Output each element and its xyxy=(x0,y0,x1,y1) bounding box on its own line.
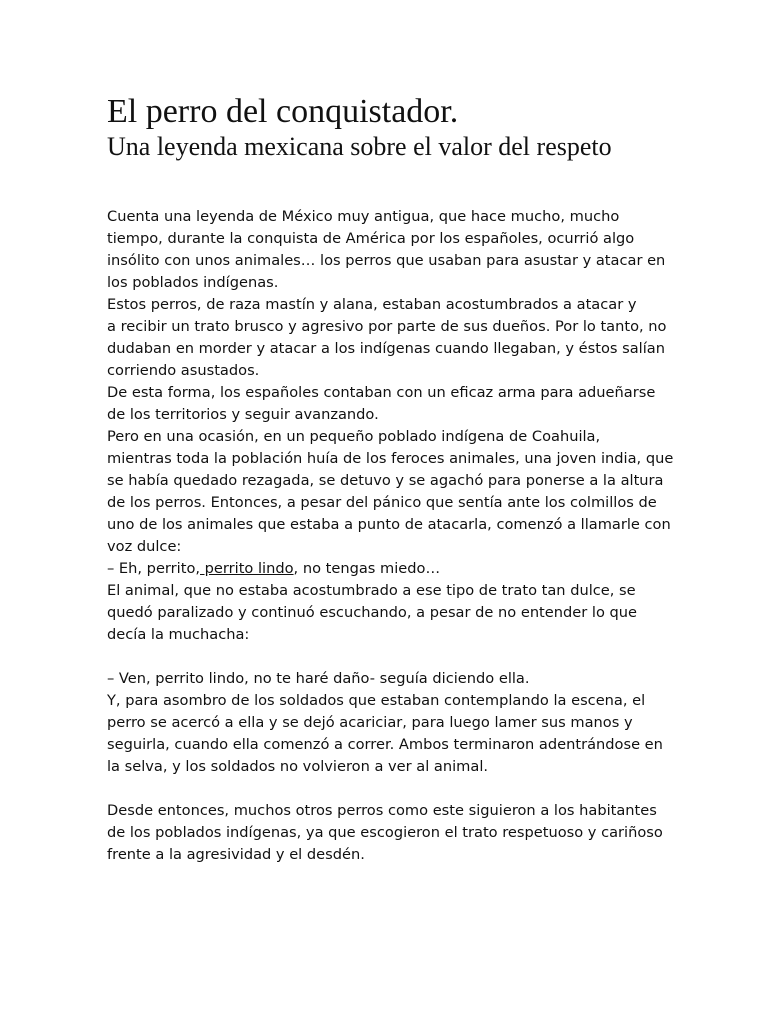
paragraph-gap xyxy=(107,646,667,668)
document-subtitle: Una leyenda mexicana sobre el valor del respeto xyxy=(107,132,612,161)
document-body xyxy=(107,206,674,866)
body-line: insólito con unos animales… los perros que usaban para asustar y atacar en xyxy=(107,252,666,269)
dialog-before: – Eh, perrito, xyxy=(107,560,201,577)
body-line: quedó paralizado y continuó escuchando, a pesar de no entender lo que xyxy=(107,604,638,621)
body-line: decía la muchacha: xyxy=(107,626,250,643)
body-line: de los territorios y seguir avanzando. xyxy=(107,406,379,423)
body-line: Pero en una ocasión, en un pequeño poblado indígena de Coahuila, xyxy=(107,428,601,445)
document-title: El perro del conquistador. xyxy=(107,93,459,130)
body-line: mientras toda la población huía de los feroces animales, una joven india, que xyxy=(107,450,674,467)
body-line: tiempo, durante la conquista de América por los españoles, ocurrió algo xyxy=(107,230,635,247)
body-line: frente a la agresividad y el desdén. xyxy=(107,846,365,863)
body-line: corriendo asustados. xyxy=(107,362,260,379)
body-line: de los perros. Entonces, a pesar del pánico que sentía ante los colmillos de xyxy=(107,494,657,511)
underlined-phrase: perrito lindo xyxy=(200,560,294,577)
body-line: – Ven, perrito lindo, no te haré daño- seguía diciendo ella. xyxy=(107,670,530,687)
body-line: Desde entonces, muchos otros perros como este siguieron a los habitantes xyxy=(107,802,657,819)
body-line: El animal, que no estaba acostumbrado a ese tipo de trato tan dulce, se xyxy=(107,582,636,599)
body-line: a recibir un trato brusco y agresivo por parte de sus dueños. Por lo tanto, no xyxy=(107,318,667,335)
body-line: seguirla, cuando ella comenzó a correr. Ambos terminaron adentrándose en xyxy=(107,736,663,753)
document-page xyxy=(107,92,674,866)
body-line: de los poblados indígenas, ya que escogieron el trato respetuoso y cariñoso xyxy=(107,824,663,841)
body-line: Cuenta una leyenda de México muy antigua, que hace mucho, mucho xyxy=(107,208,620,225)
body-line: la selva, y los soldados no volvieron a ver al animal. xyxy=(107,758,489,775)
body-line: uno de los animales que estaba a punto de atacarla, comenzó a llamarle con xyxy=(107,516,671,533)
dialog-line xyxy=(107,558,667,580)
body-line: De esta forma, los españoles contaban con un eficaz arma para adueñarse xyxy=(107,384,656,401)
body-line: dudaban en morder y atacar a los indígenas cuando llegaban, y éstos salían xyxy=(107,340,665,357)
body-line: voz dulce: xyxy=(107,538,182,555)
paragraph-gap xyxy=(107,778,667,800)
body-line: Y, para asombro de los soldados que estaban contemplando la escena, el xyxy=(107,692,646,709)
body-line: perro se acercó a ella y se dejó acariciar, para luego lamer sus manos y xyxy=(107,714,633,731)
body-line: los poblados indígenas. xyxy=(107,274,279,291)
body-line: Estos perros, de raza mastín y alana, estaban acostumbrados a atacar y xyxy=(107,296,637,313)
body-line: se había quedado rezagada, se detuvo y se agachó para ponerse a la altura xyxy=(107,472,664,489)
dialog-after: , no tengas miedo… xyxy=(293,560,441,577)
